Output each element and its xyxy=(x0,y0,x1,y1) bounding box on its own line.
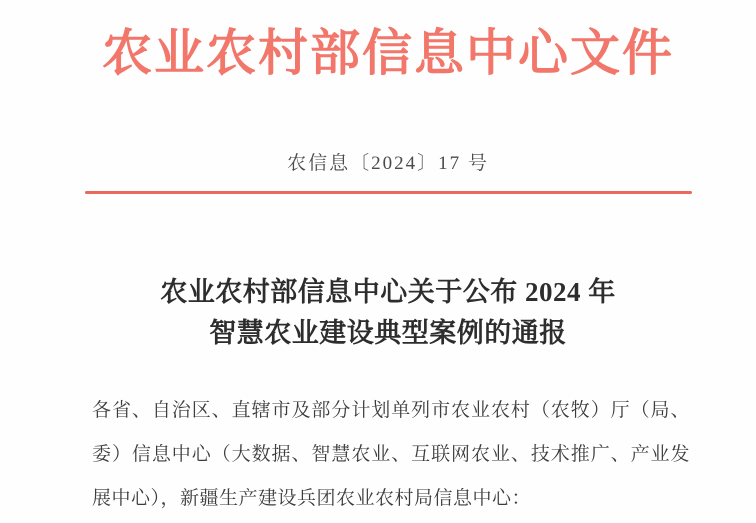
document-header-org-title: 农业农村部信息中心文件 xyxy=(102,25,674,81)
document-number: 农信息〔2024〕17 号 xyxy=(287,153,489,174)
notice-title-line2: 智慧农业建设典型案例的通报 xyxy=(209,318,567,348)
notice-title-line1: 农业农村部信息中心关于公布 2024 年 xyxy=(160,277,616,307)
notice-title xyxy=(20,272,756,354)
salutation-line-1: 各省、自治区、直辖市及部分计划单列市农业农村（农牧）厅（局、 xyxy=(92,400,690,421)
salutation-line-2: 委）信息中心（大数据、智慧农业、互联网农业、技术推广、产业发 xyxy=(92,444,690,465)
red-divider-line xyxy=(85,191,692,194)
salutation-line-3: 展中心），新疆生产建设兵团农业农村局信息中心： xyxy=(92,488,532,509)
salutation-paragraph xyxy=(92,389,690,521)
